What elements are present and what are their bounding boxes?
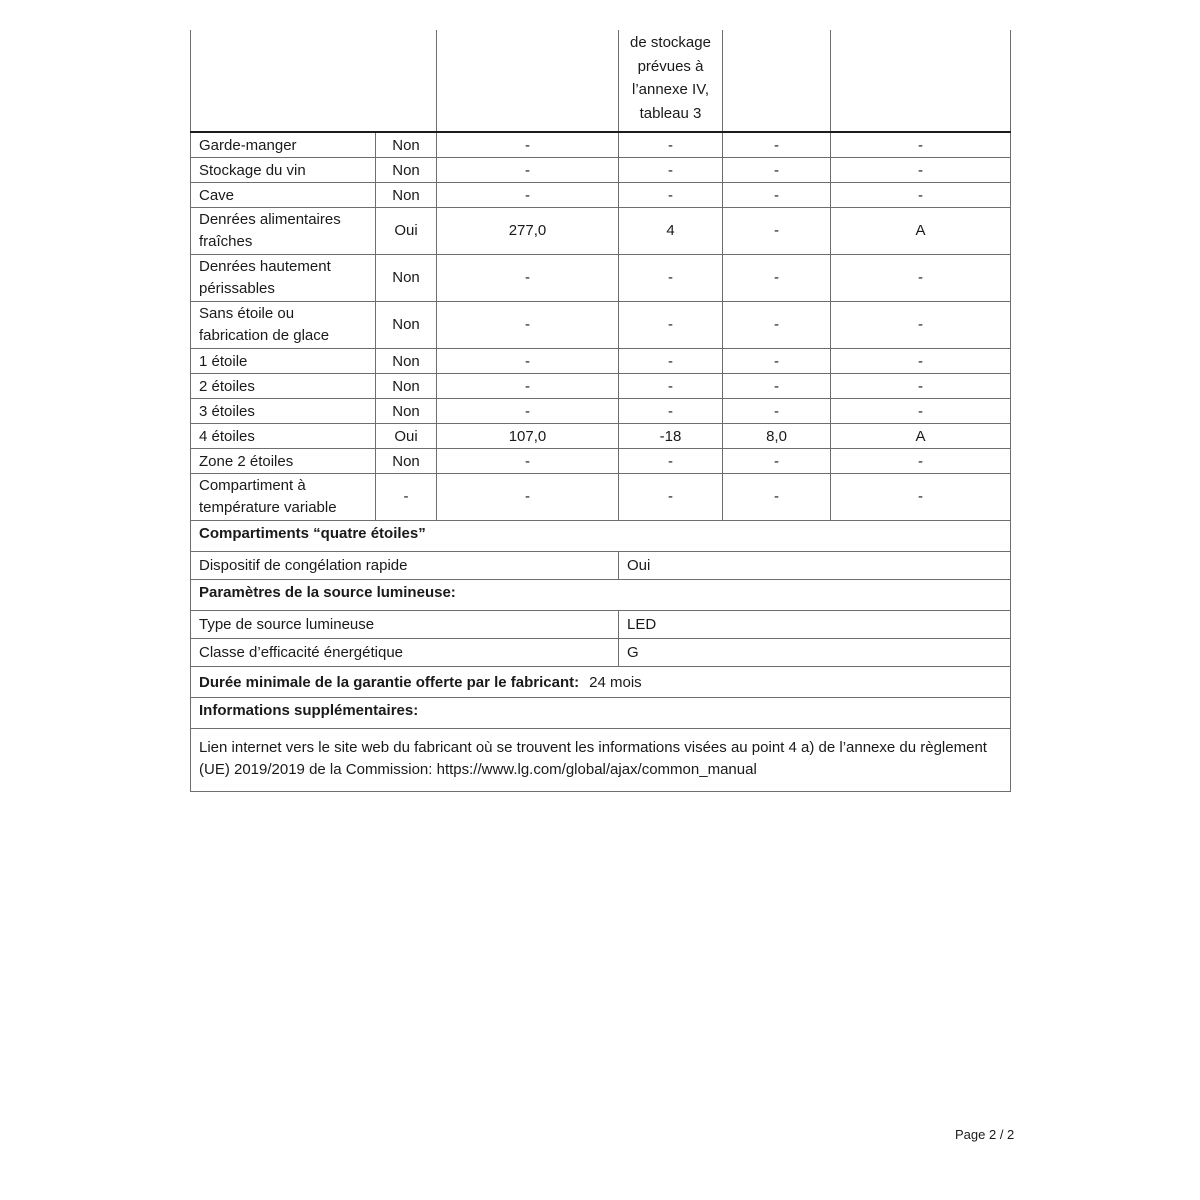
compartment-present: Non (376, 158, 437, 183)
compartment-volume: - (437, 474, 619, 521)
table-row (191, 349, 1011, 374)
table-row (191, 302, 1011, 349)
compartment-defrost: - (831, 183, 1011, 208)
compartment-present: Non (376, 255, 437, 302)
compartment-label: 1 étoile (191, 349, 376, 374)
compartment-volume: - (437, 132, 619, 158)
compartment-defrost: - (831, 399, 1011, 424)
table-row (191, 132, 1011, 158)
table-row (191, 158, 1011, 183)
warranty-row (191, 667, 1011, 698)
table-row (191, 399, 1011, 424)
compartment-temp: - (619, 474, 723, 521)
compartment-present: Non (376, 399, 437, 424)
compartment-present: Non (376, 302, 437, 349)
compartment-present: Oui (376, 424, 437, 449)
compartment-volume: - (437, 449, 619, 474)
compartment-label: Zone 2 étoiles (191, 449, 376, 474)
fast-freeze-row (191, 552, 1011, 580)
compartment-volume: - (437, 399, 619, 424)
compartment-present: Non (376, 349, 437, 374)
light-class-row (191, 639, 1011, 667)
section-row-light-source (191, 580, 1011, 611)
compartment-present: Non (376, 183, 437, 208)
manufacturer-link[interactable]: https://www.lg.com/global/ajax/common_manual (436, 761, 757, 778)
compartment-temp: -18 (619, 424, 723, 449)
compartment-label: Compartiment à température variable (191, 474, 376, 521)
header-storage-note: de stockage prévues à l’annexe IV, tableau 3 (619, 30, 723, 132)
compartment-defrost: A (831, 208, 1011, 255)
compartment-present: Non (376, 374, 437, 399)
compartment-temp: - (619, 349, 723, 374)
header-empty-cell (191, 30, 437, 132)
compartment-volume: - (437, 302, 619, 349)
header-empty-cell (437, 30, 619, 132)
table-row (191, 474, 1011, 521)
compartment-volume: 277,0 (437, 208, 619, 255)
compartment-present: Non (376, 449, 437, 474)
header-empty-cell (723, 30, 831, 132)
compartment-capacity: - (723, 399, 831, 424)
compartment-capacity: - (723, 349, 831, 374)
light-type-row (191, 611, 1011, 639)
light-class-label: Classe d’efficacité énergétique (191, 639, 619, 667)
compartment-capacity: 8,0 (723, 424, 831, 449)
compartment-temp: - (619, 302, 723, 349)
compartment-capacity: - (723, 302, 831, 349)
light-type-label: Type de source lumineuse (191, 611, 619, 639)
compartment-volume: 107,0 (437, 424, 619, 449)
compartment-capacity: - (723, 474, 831, 521)
table-row (191, 449, 1011, 474)
compartment-capacity: - (723, 132, 831, 158)
product-fiche-table (190, 30, 1011, 792)
compartment-defrost: - (831, 374, 1011, 399)
compartment-volume: - (437, 349, 619, 374)
compartment-defrost: - (831, 255, 1011, 302)
light-class-value: G (619, 639, 1011, 667)
compartment-defrost: - (831, 302, 1011, 349)
compartment-present: Oui (376, 208, 437, 255)
compartment-capacity: - (723, 208, 831, 255)
compartment-temp: - (619, 374, 723, 399)
table-row (191, 424, 1011, 449)
compartment-present: - (376, 474, 437, 521)
fast-freeze-value: Oui (619, 552, 1011, 580)
compartment-defrost: - (831, 474, 1011, 521)
section-row-additional-info (191, 698, 1011, 729)
section-title: Informations supplémentaires: (191, 698, 1011, 729)
compartment-label: Stockage du vin (191, 158, 376, 183)
compartment-temp: - (619, 132, 723, 158)
fast-freeze-label: Dispositif de congélation rapide (191, 552, 619, 580)
table-row (191, 255, 1011, 302)
compartment-temp: - (619, 183, 723, 208)
compartment-label: 4 étoiles (191, 424, 376, 449)
light-type-value: LED (619, 611, 1011, 639)
compartment-volume: - (437, 374, 619, 399)
warranty-label: Durée minimale de la garantie offerte par le fabricant: (199, 673, 580, 691)
section-title: Paramètres de la source lumineuse: (191, 580, 1011, 611)
compartment-temp: - (619, 158, 723, 183)
compartment-temp: 4 (619, 208, 723, 255)
header-empty-cell (831, 30, 1011, 132)
compartment-temp: - (619, 449, 723, 474)
compartment-capacity: - (723, 374, 831, 399)
compartment-label: Denrées hautement périssables (191, 255, 376, 302)
compartment-volume: - (437, 158, 619, 183)
compartment-defrost: A (831, 424, 1011, 449)
compartment-defrost: - (831, 449, 1011, 474)
compartment-label: Denrées alimentaires fraîches (191, 208, 376, 255)
compartment-present: Non (376, 132, 437, 158)
compartment-volume: - (437, 255, 619, 302)
compartment-label: Garde-manger (191, 132, 376, 158)
compartment-label: 3 étoiles (191, 399, 376, 424)
compartment-defrost: - (831, 132, 1011, 158)
compartment-capacity: - (723, 449, 831, 474)
table-row (191, 374, 1011, 399)
manufacturer-link-text: Lien internet vers le site web du fabricant où se trouvent les informations visées au point 4 a) de l’annexe du règlement (UE) 2019/2019 de la Commission: (199, 739, 987, 778)
page-indicator: Page 2 / 2 (955, 1127, 1015, 1142)
compartment-temp: - (619, 399, 723, 424)
compartment-defrost: - (831, 158, 1011, 183)
table-row (191, 183, 1011, 208)
compartment-capacity: - (723, 183, 831, 208)
compartment-temp: - (619, 255, 723, 302)
compartment-capacity: - (723, 158, 831, 183)
table-row (191, 208, 1011, 255)
compartment-label: 2 étoiles (191, 374, 376, 399)
compartment-label: Sans étoile ou fabrication de glace (191, 302, 376, 349)
manufacturer-link-row (191, 729, 1011, 792)
table-header-row (191, 30, 1011, 132)
compartment-capacity: - (723, 255, 831, 302)
compartment-defrost: - (831, 349, 1011, 374)
section-row-four-star (191, 521, 1011, 552)
compartment-volume: - (437, 183, 619, 208)
warranty-value: 24 mois (589, 673, 642, 691)
section-title: Compartiments “quatre étoiles” (191, 521, 1011, 552)
compartment-label: Cave (191, 183, 376, 208)
